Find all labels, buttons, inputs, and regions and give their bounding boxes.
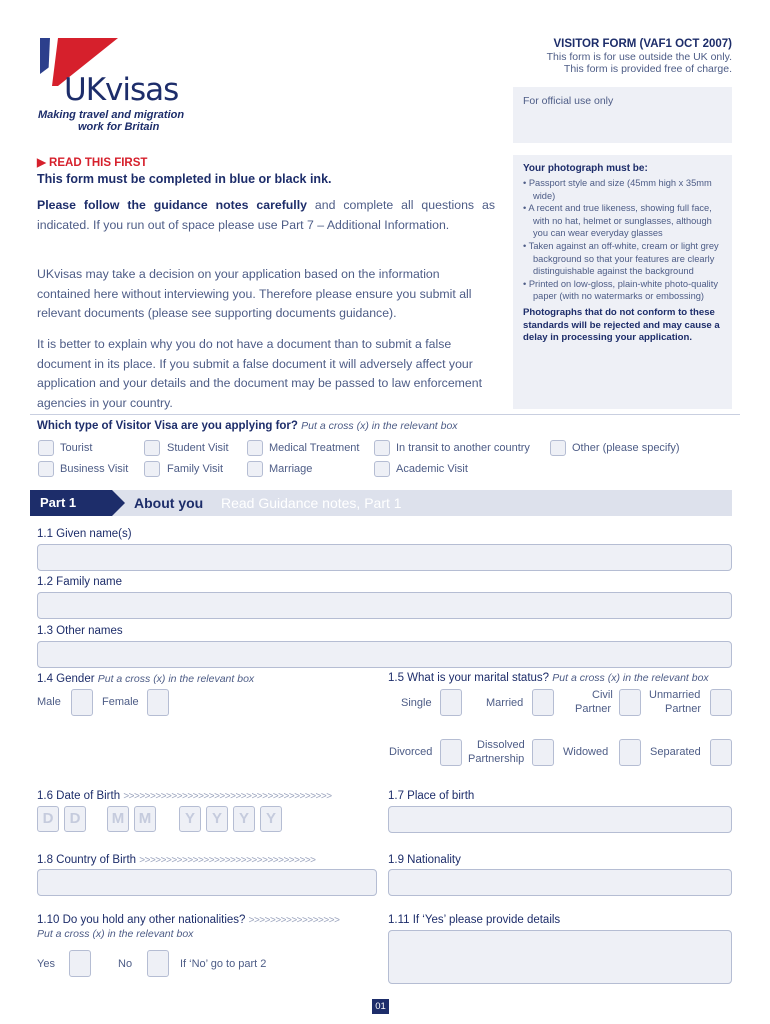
dob-month-1[interactable]: M — [107, 806, 129, 832]
gender-male-checkbox[interactable] — [71, 689, 93, 716]
guidance-paragraph — [37, 196, 495, 235]
marriage-checkbox[interactable] — [247, 461, 263, 477]
academic-visit-checkbox[interactable] — [374, 461, 390, 477]
tourist-checkbox[interactable] — [38, 440, 54, 456]
marital-widowed-checkbox[interactable] — [619, 739, 641, 766]
medical-treatment-checkbox[interactable] — [247, 440, 263, 456]
if-yes-details-input[interactable] — [388, 930, 732, 984]
marital-dissolved-checkbox[interactable] — [532, 739, 554, 766]
family-name-label: 1.2 Family name — [37, 576, 123, 588]
if-yes-details-label: 1.11 If ‘Yes’ please provide details — [388, 914, 561, 926]
gender-question-text: 1.4 Gender — [37, 673, 95, 685]
form-note-1: This form is for use outside the UK only. — [546, 51, 732, 63]
pob-input[interactable] — [388, 806, 732, 833]
academic-visit-label: Academic Visit — [396, 463, 468, 475]
other-nationalities-text: 1.10 Do you hold any other nationalities? — [37, 914, 246, 926]
marital-unmarried-label-1: Unmarried — [649, 689, 701, 701]
dob-day-1[interactable]: D — [37, 806, 59, 832]
false-document-paragraph: It is better to explain why you do not have a document than to submit a false document in its place. If you submit a false document it will adversely affect your application and your details and the document may be passed to law enforcement agencies in your country. — [37, 337, 483, 410]
marital-civil-partner-checkbox[interactable] — [619, 689, 641, 716]
form-title: VISITOR FORM (VAF1 OCT 2007) — [553, 38, 732, 50]
cob-arrows: >>>>>>>>>>>>>>>>>>>>>>>>>>>>>>>>> — [139, 855, 316, 866]
gender-question — [37, 673, 254, 685]
other-nationalities-arrows: >>>>>>>>>>>>>>>>> — [248, 915, 340, 926]
visa-type-instruction: Put a cross (x) in the relevant box — [301, 420, 458, 432]
marital-dissolved-label-1: Dissolved — [477, 739, 525, 751]
student-visit-label: Student Visit — [167, 442, 229, 454]
marital-married-checkbox[interactable] — [532, 689, 554, 716]
marital-instruction: Put a cross (x) in the relevant box — [552, 672, 709, 684]
part1-guidance: Read Guidance notes, Part 1 — [221, 495, 402, 511]
dob-label — [37, 790, 332, 802]
photo-heading: Your photograph must be: — [523, 163, 648, 174]
other-nationalities-instruction: Put a cross (x) in the relevant box — [37, 928, 194, 940]
brand-tagline-2: work for Britain — [78, 121, 160, 133]
dob-year-4[interactable]: Y — [260, 806, 282, 832]
visa-type-separator — [30, 414, 740, 415]
marital-divorced-checkbox[interactable] — [440, 739, 462, 766]
photo-bullets — [523, 177, 722, 303]
in-transit-checkbox[interactable] — [374, 440, 390, 456]
ink-instruction: This form must be completed in blue or black ink. — [37, 172, 332, 186]
other-visa-checkbox[interactable] — [550, 440, 566, 456]
dob-year-3[interactable]: Y — [233, 806, 255, 832]
marital-unmarried-label-2: Partner — [665, 703, 702, 715]
guidance-bold: Please follow the guidance notes carefully — [37, 198, 307, 212]
guidance-rest: and complete all questions as indicated. If you run out of space please use Part 7 – Additional Information. — [37, 198, 495, 232]
other-visa-label: Other (please specify) — [572, 442, 680, 454]
nationality-label: 1.9 Nationality — [388, 854, 461, 866]
photo-bullet: • A recent and true likeness, showing full face, with no hat, helmet or sunglasses, although you can wear everyday glasses — [523, 203, 712, 239]
other-nat-no-label: No — [118, 958, 133, 970]
if-no-instruction: If ‘No’ go to part 2 — [180, 958, 267, 970]
brand-name: UKvisas — [64, 72, 179, 108]
in-transit-label: In transit to another country — [396, 442, 530, 454]
part1-label: Part 1 — [40, 495, 77, 510]
other-names-input[interactable] — [37, 641, 732, 668]
tourist-label: Tourist — [60, 442, 93, 454]
nationality-input[interactable] — [388, 869, 732, 896]
dob-year-1[interactable]: Y — [179, 806, 201, 832]
form-note-2: This form is provided free of charge. — [563, 63, 732, 75]
photo-warning: Photographs that do not conform to these standards will be rejected and may cause a delay in processing your application. — [523, 306, 720, 344]
cob-label-text: 1.8 Country of Birth — [37, 854, 137, 866]
medical-treatment-label: Medical Treatment — [269, 442, 360, 454]
page-number: 01 — [372, 999, 389, 1014]
dob-day-2[interactable]: D — [64, 806, 86, 832]
photo-requirements-panel — [513, 155, 732, 409]
marriage-label: Marriage — [269, 463, 313, 475]
marital-dissolved-label-2: Partnership — [468, 753, 525, 765]
photo-bullet: • Passport style and size (45mm high x 35mm wide) — [523, 178, 712, 201]
dob-label-text: 1.6 Date of Birth — [37, 790, 121, 802]
other-nat-yes-label: Yes — [37, 958, 55, 970]
given-names-input[interactable] — [37, 544, 732, 571]
photo-bullet: • Taken against an off-white, cream or light grey background so that your features are clearly distinguishable against the background — [523, 240, 719, 277]
decision-paragraph: UKvisas may take a decision on your application based on the information contained here without interviewing you. Therefore please ensure you submit all relevant documents (please see supporting documents guidance). — [37, 267, 472, 320]
read-first-heading: ▶ READ THIS FIRST — [37, 157, 148, 169]
marital-single-checkbox[interactable] — [440, 689, 462, 716]
gender-instruction: Put a cross (x) in the relevant box — [97, 673, 255, 685]
marital-single-label: Single — [401, 697, 432, 709]
marital-civil-label-1: Civil — [592, 689, 613, 701]
official-use-label: For official use only — [523, 95, 614, 107]
other-names-label: 1.3 Other names — [37, 625, 123, 637]
marital-separated-checkbox[interactable] — [710, 739, 732, 766]
dob-year-2[interactable]: Y — [206, 806, 228, 832]
family-name-input[interactable] — [37, 592, 732, 619]
given-names-label: 1.1 Given name(s) — [37, 528, 132, 540]
business-visit-checkbox[interactable] — [38, 461, 54, 477]
gender-female-label: Female — [102, 696, 139, 708]
other-nat-yes-checkbox[interactable] — [69, 950, 91, 977]
dob-arrows: >>>>>>>>>>>>>>>>>>>>>>>>>>>>>>>>>>>>>>> — [123, 791, 332, 802]
visa-type-question — [37, 420, 458, 432]
visa-type-question-text: Which type of Visitor Visa are you applying for? — [37, 420, 298, 432]
photo-bullet: • Printed on low-gloss, plain-white photo-quality paper (with no watermarks or embossing) — [523, 278, 718, 302]
gender-male-label: Male — [37, 696, 61, 708]
dob-month-2[interactable]: M — [134, 806, 156, 832]
part1-title: About you — [134, 495, 204, 511]
marital-question — [388, 672, 709, 684]
marital-divorced-label: Divorced — [389, 746, 433, 758]
official-use-box — [513, 87, 732, 143]
business-visit-label: Business Visit — [60, 463, 129, 475]
family-visit-label: Family Visit — [167, 463, 224, 475]
marital-widowed-label: Widowed — [563, 746, 609, 758]
marital-married-label: Married — [486, 697, 524, 709]
other-nationalities-question — [37, 914, 339, 926]
gender-female-checkbox[interactable] — [147, 689, 169, 716]
pob-label: 1.7 Place of birth — [388, 790, 475, 802]
marital-question-text: 1.5 What is your marital status? — [388, 672, 550, 684]
brand-tagline-1: Making travel and migration — [38, 109, 185, 121]
family-visit-checkbox[interactable] — [144, 461, 160, 477]
ukvisas-logo — [30, 30, 210, 132]
cob-label — [37, 854, 316, 866]
cob-input[interactable] — [37, 869, 377, 896]
marital-civil-label-2: Partner — [575, 703, 612, 715]
other-nat-no-checkbox[interactable] — [147, 950, 169, 977]
marital-unmarried-partner-checkbox[interactable] — [710, 689, 732, 716]
marital-separated-label: Separated — [650, 746, 701, 758]
student-visit-checkbox[interactable] — [144, 440, 160, 456]
